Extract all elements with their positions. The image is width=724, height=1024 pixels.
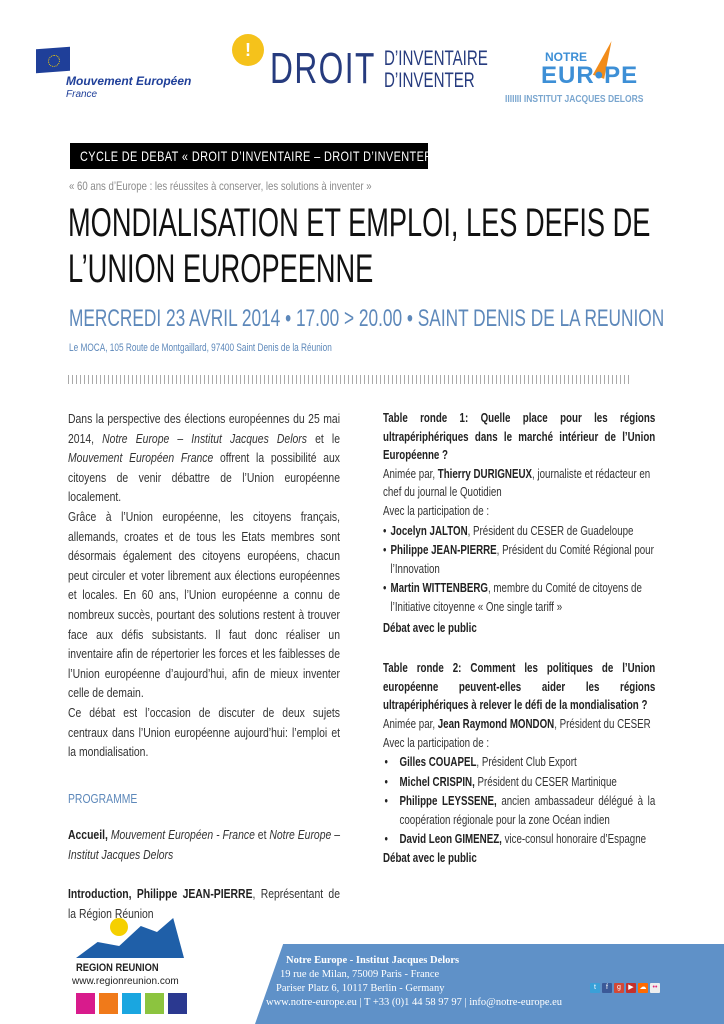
droit-inventaire-logo <box>232 34 512 104</box>
list-item: • Philippe JEAN-PIERRE, Président du Comité Régional pour l’Innovation <box>383 541 655 578</box>
color-square <box>76 993 95 1014</box>
footer-links: www.notre-europe.eu | T +33 (0)1 44 58 97 97 | info@notre-europe.eu <box>266 997 563 1008</box>
speaker-list <box>383 753 655 849</box>
intro-column <box>68 409 340 924</box>
debate-label: Débat avec le public <box>383 850 477 866</box>
programme-heading: PROGRAMME <box>68 790 138 806</box>
logo-text: Mouvement Européen <box>66 74 192 88</box>
logo-text: EUR•PE <box>541 62 639 89</box>
color-square <box>168 993 187 1014</box>
speaker-list <box>383 522 655 617</box>
debate-label: Débat avec le public <box>383 619 477 635</box>
mouvement-europeen-logo <box>36 44 226 104</box>
list-item: • David Leon GIMENEZ, vice-consul honoraire d’Espagne <box>383 830 655 849</box>
logo-text: France <box>66 89 98 100</box>
list-item: • Martin WITTENBERG, membre du Comité de citoyens de l’Initiative citoyenne « One single tariff » <box>383 579 655 616</box>
programme-column <box>383 409 655 868</box>
cycle-label: CYCLE DE DEBAT « DROIT D’INVENTAIRE – DROIT D’INVENTER » <box>80 148 443 164</box>
logo-text: IIIIIII INSTITUT JACQUES DELORS <box>505 94 644 105</box>
programme-introduction: Introduction, Philippe JEAN-PIERRE, Représentant de la Région Réunion <box>68 886 340 922</box>
logo-text: D’INVENTAIRE D’INVENTER <box>384 47 488 92</box>
list-item: • Michel CRISPIN, Président du CESER Martinique <box>383 773 655 792</box>
google-plus-icon[interactable]: g <box>614 983 624 993</box>
footer-contact: Notre Europe - Institut Jacques Delors 19 rue de Milan, 75009 Paris - France Pariser Platz 6, 10117 Berlin - Germany www.notre-europe.eu | T +33 (0)1 44 58 97 97 | info@notre-europe.eu <box>266 955 563 1008</box>
cycle-banner <box>70 143 443 169</box>
facebook-icon[interactable]: f <box>602 983 612 993</box>
participation-label: Avec la participation de : <box>383 502 490 518</box>
moderator: Animée par, Thierry DURIGNEUX, journaliste et rédacteur en chef du journal le Quotidien <box>383 465 651 500</box>
table-ronde-1-title: Table ronde 1: Quelle place pour les régions ultrapériphériques dans le marché intérieur de l’Union Européenne ? <box>383 410 656 463</box>
table-ronde-2-title: Table ronde 2: Comment les politiques de l’Union européenne peuvent-elles aider les régions ultrapériphériques à relever le défi de la mondialisation ? <box>383 660 656 713</box>
divider <box>68 375 632 384</box>
list-item: • Gilles COUAPEL, Président Club Export <box>383 753 655 772</box>
logo-text: REGION REUNION <box>76 962 159 974</box>
intro-paragraph: Ce débat est l’occasion de discuter de deux sujets centraux dans l’Union européenne aujourd’hui: l’emploi et la mondialisation. <box>68 704 340 760</box>
youtube-icon[interactable]: ▶ <box>626 983 636 993</box>
participation-label: Avec la participation de : <box>383 734 490 750</box>
programme-accueil: Accueil, Mouvement Européen - France et Notre Europe – Institut Jacques Delors <box>68 827 340 862</box>
color-square <box>145 993 164 1014</box>
page-title: MONDIALISATION ET EMPLOI, LES DEFIS DE L’UNION EUROPEENNE <box>68 201 651 291</box>
twitter-icon[interactable]: t <box>590 983 600 993</box>
intro-paragraph: Dans la perspective des élections européennes du 25 mai 2014, Notre Europe – Institut Jacques Delors et le Mouvement Européen France offrent la possibilité aux citoyens de venir débattre de l’Union européenne localement. <box>68 411 340 505</box>
exclamation-icon: ! <box>232 34 264 66</box>
event-address: Le MOCA, 105 Route de Montgaillard, 97400 Saint Denis de la Réunion <box>69 342 332 354</box>
region-url: www.regionreunion.com <box>72 976 179 987</box>
logo-text: DROIT <box>270 44 376 93</box>
moderator: Animée par, Jean Raymond MONDON, Président du CESER <box>383 715 651 731</box>
social-icons <box>590 983 660 993</box>
region-reunion-logo <box>72 910 192 1020</box>
flickr-icon[interactable]: •• <box>650 983 660 993</box>
notre-europe-logo <box>505 40 705 115</box>
soundcloud-icon[interactable]: ☁ <box>639 984 647 991</box>
mountain-icon <box>76 918 184 958</box>
color-square <box>122 993 141 1014</box>
intro-paragraph: Grâce à l’Union européenne, les citoyens français, allemands, croates et de tous les Etats membres sont désormais également des citoyens européens, chacun peut circuler et voter librement aux élections européennes et locales. En 60 ans, l’Union européenne a connu de nombreux succès, pourtant des solutions restent à trouver face aux défis subsistants. Il faut donc réaliser un inventaire afin de répertorier les forces et les faiblesses de l’Union européenne d’aujourd’hui, afin de mieux inventer celle de demain. <box>68 508 340 701</box>
logo-text: NOTRE <box>545 50 587 64</box>
event-dateline: MERCREDI 23 AVRIL 2014 • 17.00 > 20.00 • SAINT DENIS DE LA REUNION <box>69 305 665 332</box>
eu-flag-icon <box>36 47 70 73</box>
list-item: • Philippe LEYSSENE, ancien ambassadeur délégué à la coopération régionale pour la zone Océan indien <box>383 792 655 829</box>
subtitle: « 60 ans d’Europe : les réussites à conserver, les solutions à inventer » <box>69 179 372 193</box>
color-square <box>99 993 118 1014</box>
list-item: • Jocelyn JALTON, Président du CESER de Guadeloupe <box>383 522 655 541</box>
